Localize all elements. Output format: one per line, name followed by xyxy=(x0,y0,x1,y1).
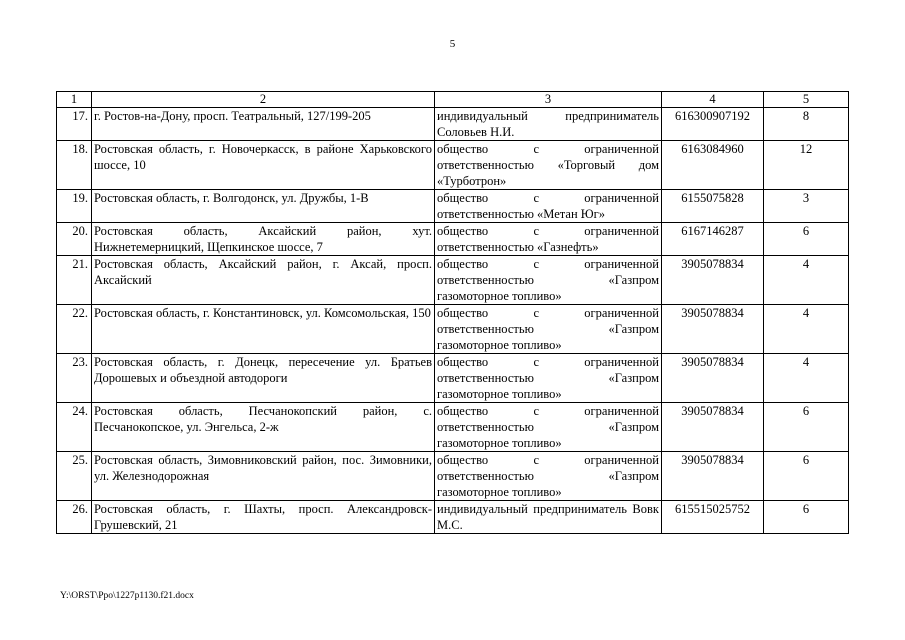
row-number: 21. xyxy=(57,256,92,305)
registry-table xyxy=(56,91,849,534)
row-number: 22. xyxy=(57,305,92,354)
owner-cell: общество с ограниченной ответственностью «Газпром газомоторное топливо» xyxy=(435,452,662,501)
row-number: 25. xyxy=(57,452,92,501)
count-cell: 6 xyxy=(764,403,849,452)
owner-cell: индивидуальный предприниматель Вовк М.С. xyxy=(435,501,662,534)
inn-cell: 3905078834 xyxy=(662,305,764,354)
table-header-row xyxy=(57,92,849,108)
row-number: 19. xyxy=(57,190,92,223)
table-row xyxy=(57,501,849,534)
row-number: 18. xyxy=(57,141,92,190)
count-cell: 4 xyxy=(764,256,849,305)
inn-cell: 3905078834 xyxy=(662,452,764,501)
inn-cell: 3905078834 xyxy=(662,403,764,452)
address-cell: Ростовская область, Песчанокопский район, с. Песчанокопское, ул. Энгельса, 2-ж xyxy=(92,403,435,452)
column-header: 2 xyxy=(92,92,435,108)
owner-cell: общество с ограниченной ответственностью «Газпром газомоторное топливо» xyxy=(435,403,662,452)
count-cell: 6 xyxy=(764,501,849,534)
table-row xyxy=(57,452,849,501)
inn-cell: 3905078834 xyxy=(662,354,764,403)
count-cell: 3 xyxy=(764,190,849,223)
owner-cell: общество с ограниченной ответственностью «Торговый дом «Турботрон» xyxy=(435,141,662,190)
count-cell: 12 xyxy=(764,141,849,190)
owner-cell: общество с ограниченной ответственностью «Газпром газомоторное топливо» xyxy=(435,256,662,305)
table-body xyxy=(57,108,849,534)
count-cell: 6 xyxy=(764,223,849,256)
inn-cell: 615515025752 xyxy=(662,501,764,534)
row-number: 20. xyxy=(57,223,92,256)
owner-cell: общество с ограниченной ответственностью «Газпром газомоторное топливо» xyxy=(435,305,662,354)
count-cell: 8 xyxy=(764,108,849,141)
address-cell: Ростовская область, г. Новочеркасск, в районе Харьковского шоссе, 10 xyxy=(92,141,435,190)
row-number: 17. xyxy=(57,108,92,141)
table-row xyxy=(57,305,849,354)
column-header: 4 xyxy=(662,92,764,108)
table-row xyxy=(57,223,849,256)
table-row xyxy=(57,141,849,190)
count-cell: 4 xyxy=(764,305,849,354)
address-cell: Ростовская область, г. Донецк, пересечение ул. Братьев Дорошевых и объездной автодороги xyxy=(92,354,435,403)
table-row xyxy=(57,108,849,141)
page-number: 5 xyxy=(449,38,456,50)
table-row xyxy=(57,403,849,452)
owner-cell: общество с ограниченной ответственностью «Газпром газомоторное топливо» xyxy=(435,354,662,403)
table-row xyxy=(57,354,849,403)
row-number: 24. xyxy=(57,403,92,452)
address-cell: г. Ростов-на-Дону, просп. Театральный, 127/199-205 xyxy=(92,108,435,141)
count-cell: 4 xyxy=(764,354,849,403)
table-row xyxy=(57,256,849,305)
owner-cell: общество с ограниченной ответственностью «Метан Юг» xyxy=(435,190,662,223)
address-cell: Ростовская область, г. Константиновск, ул. Комсомольская, 150 xyxy=(92,305,435,354)
inn-cell: 3905078834 xyxy=(662,256,764,305)
address-cell: Ростовская область, Аксайский район, хут. Нижнетемерницкий, Щепкинское шоссе, 7 xyxy=(92,223,435,256)
inn-cell: 616300907192 xyxy=(662,108,764,141)
row-number: 26. xyxy=(57,501,92,534)
owner-cell: общество с ограниченной ответственностью «Газнефть» xyxy=(435,223,662,256)
count-cell: 6 xyxy=(764,452,849,501)
address-cell: Ростовская область, г. Волгодонск, ул. Дружбы, 1-В xyxy=(92,190,435,223)
column-header: 1 xyxy=(57,92,92,108)
footer-file-path: Y:\ORST\Ppo\1227p1130.f21.docx xyxy=(60,591,194,601)
address-cell: Ростовская область, Аксайский район, г. Аксай, просп. Аксайский xyxy=(92,256,435,305)
inn-cell: 6163084960 xyxy=(662,141,764,190)
address-cell: Ростовская область, г. Шахты, просп. Александровск-Грушевский, 21 xyxy=(92,501,435,534)
row-number: 23. xyxy=(57,354,92,403)
inn-cell: 6167146287 xyxy=(662,223,764,256)
address-cell: Ростовская область, Зимовниковский район, пос. Зимовники, ул. Железнодорожная xyxy=(92,452,435,501)
column-header: 5 xyxy=(764,92,849,108)
column-header: 3 xyxy=(435,92,662,108)
owner-cell: индивидуальный предприниматель Соловьев Н.И. xyxy=(435,108,662,141)
inn-cell: 6155075828 xyxy=(662,190,764,223)
table-row xyxy=(57,190,849,223)
